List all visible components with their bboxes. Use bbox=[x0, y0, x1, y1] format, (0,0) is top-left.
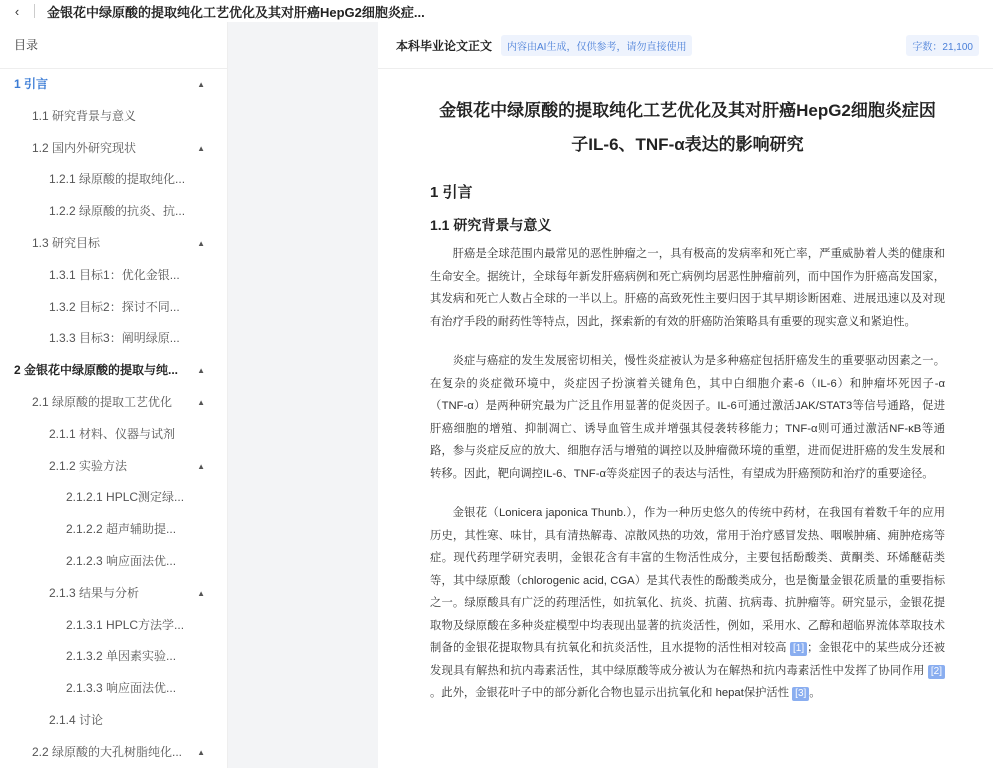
toc-item[interactable] bbox=[0, 482, 227, 514]
word-count-badge: 字数：21,100 bbox=[906, 35, 979, 56]
main-header bbox=[378, 22, 993, 69]
caret-up-icon[interactable]: ▲ bbox=[197, 588, 205, 598]
toc-item[interactable] bbox=[0, 323, 227, 355]
caret-up-icon[interactable]: ▲ bbox=[197, 397, 205, 407]
paragraph-text: 。 bbox=[809, 687, 821, 699]
top-bar bbox=[0, 0, 993, 23]
toc-item-label: 1.3 研究目标 bbox=[32, 235, 101, 250]
caret-up-icon[interactable]: ▲ bbox=[197, 80, 205, 89]
toc-item-label: 1.1 研究背景与意义 bbox=[32, 108, 137, 123]
toc-item[interactable] bbox=[0, 451, 227, 483]
toc-sidebar bbox=[0, 22, 228, 768]
paper-content bbox=[378, 94, 993, 705]
toc-item-label: 1.2 国内外研究现状 bbox=[32, 140, 137, 155]
toc-item[interactable] bbox=[0, 673, 227, 705]
chevron-left-icon[interactable]: ‹ bbox=[14, 3, 20, 19]
paragraph-text: 。此外，金银花叶子中的部分新化合物也显示出抗氧化和 hepat保护活性 bbox=[430, 687, 790, 699]
section-title: 本科毕业论文正文 bbox=[396, 38, 493, 53]
toc-item[interactable] bbox=[0, 387, 227, 419]
toc-item-label: 2 金银花中绿原酸的提取与纯... bbox=[14, 363, 179, 378]
paragraph-text: ；金银花中的某些成分还被发现具有解热和抗内毒素活性，其中绿原酸等成分被认为在解热和抗内毒素活性中发挥了协同作用 bbox=[430, 642, 945, 677]
toc-item[interactable] bbox=[0, 292, 227, 324]
toc-item-label: 2.1.2.2 超声辅助提... bbox=[66, 522, 177, 537]
toc-item[interactable] bbox=[0, 69, 227, 101]
document-title: 金银花中绿原酸的提取纯化工艺优化及其对肝癌HepG2细胞炎症... bbox=[47, 4, 425, 20]
toc-item-label: 1.2.1 绿原酸的提取纯化... bbox=[49, 172, 186, 187]
citation-link[interactable]: [2] bbox=[928, 665, 945, 679]
paper-title bbox=[430, 94, 945, 162]
toc-item-label: 2.1.4 讨论 bbox=[49, 712, 104, 727]
caret-up-icon[interactable]: ▲ bbox=[197, 747, 205, 757]
toc-item[interactable] bbox=[0, 196, 227, 228]
toc-item[interactable] bbox=[0, 260, 227, 292]
toc-item-label: 2.1.3.3 响应面法优... bbox=[66, 681, 177, 696]
toc-item-label: 1.3.3 目标3：阐明绿原... bbox=[49, 331, 180, 346]
toc-item[interactable] bbox=[0, 228, 227, 260]
heading-2: 1.1 研究背景与意义 bbox=[430, 217, 552, 233]
toc-item-label: 2.1.3 结果与分析 bbox=[49, 585, 140, 600]
citation-link[interactable]: [3] bbox=[792, 687, 809, 701]
toc-item[interactable] bbox=[0, 546, 227, 578]
caret-up-icon[interactable]: ▲ bbox=[197, 366, 205, 376]
toc-item[interactable] bbox=[0, 610, 227, 642]
toc-item-label: 2.2 绿原酸的大孔树脂纯化... bbox=[32, 744, 183, 759]
toc-item-label: 2.1.1 材料、仪器与试剂 bbox=[49, 426, 176, 441]
toc-item[interactable] bbox=[0, 101, 227, 133]
toc-item-label: 1 引言 bbox=[14, 77, 49, 91]
toc-item-label: 2.1.2 实验方法 bbox=[49, 458, 128, 473]
toc-title: 目录 bbox=[0, 22, 227, 69]
toc-item[interactable] bbox=[0, 164, 227, 196]
toc-item[interactable] bbox=[0, 355, 227, 387]
main-panel bbox=[378, 22, 993, 768]
toc-item[interactable] bbox=[0, 419, 227, 451]
toc-item-label: 2.1.3.1 HPLC方法学... bbox=[66, 617, 185, 632]
toc-item-label: 2.1 绿原酸的提取工艺优化 bbox=[32, 394, 173, 409]
toc-item[interactable] bbox=[0, 737, 227, 768]
toc-item-label: 2.1.3.2 单因素实验... bbox=[66, 649, 177, 664]
toc-item[interactable] bbox=[0, 514, 227, 546]
gutter bbox=[228, 22, 378, 768]
divider bbox=[34, 4, 35, 18]
toc-item[interactable] bbox=[0, 641, 227, 673]
paper-title-line2: 子IL-6、TNF-α表达的影响研究 bbox=[571, 135, 804, 154]
ai-notice-badge: 内容由AI生成，仅供参考，请勿直接使用 bbox=[501, 35, 692, 56]
paragraph: 炎症与癌症的发生发展密切相关，慢性炎症被认为是多种癌症包括肝癌发生的重要驱动因素之一。在复杂的炎症微环境中，炎症因子扮演着关键角色，其中白细胞介素-6（IL-6）和肿瘤坏死因子-α（TNF-α）是两种研究最为广泛且作用显著的促炎因子。IL-6可通过激活JAK/STAT3等信号通路，促进肝癌细胞的增殖、抑制凋亡、诱导血管生成并增强其侵袭转移能力；TNF-α则可通过激活NF-κB等通路，参与炎症反应的放大、细胞存活与增殖的调控以及肿瘤微环境的重塑，进而促进肝癌的发生发展和转移。因此，靶向调控IL-6、TNF-α等炎症因子的表达与活性，有望成为肝癌预防和治疗的重要途径。 bbox=[430, 355, 945, 480]
toc-item-label: 1.3.2 目标2：探讨不同... bbox=[49, 299, 180, 314]
paragraph: 肝癌是全球范围内最常见的恶性肿瘤之一，具有极高的发病率和死亡率，严重威胁着人类的健康和生命安全。据统计，全球每年新发肝癌病例和死亡病例均居恶性肿瘤前列，而中国作为肝癌高发国家，其发病和死亡人数占全球的一半以上。肝癌的高致死性主要归因于其早期诊断困难、进展迅速以及对现有治疗手段的耐药性等特点，因此，探索新的有效的肝癌防治策略具有重要的现实意义和紧迫性。 bbox=[430, 248, 945, 328]
toc-item[interactable] bbox=[0, 578, 227, 610]
toc-item-label: 2.1.2.1 HPLC测定绿... bbox=[66, 490, 185, 505]
toc-item-label: 2.1.2.3 响应面法优... bbox=[66, 553, 177, 568]
toc-item-label: 1.2.2 绿原酸的抗炎、抗... bbox=[49, 204, 186, 219]
caret-up-icon[interactable]: ▲ bbox=[197, 238, 205, 248]
toc-item[interactable] bbox=[0, 705, 227, 737]
caret-up-icon[interactable]: ▲ bbox=[197, 461, 205, 471]
paragraph bbox=[430, 502, 945, 705]
caret-up-icon[interactable]: ▲ bbox=[197, 143, 205, 153]
toc-item-label: 1.3.1 目标1：优化金银... bbox=[49, 267, 180, 282]
heading-1: 1 引言 bbox=[430, 184, 473, 201]
citation-link[interactable]: [1] bbox=[790, 642, 807, 656]
toc-item[interactable] bbox=[0, 133, 227, 165]
toc-list bbox=[0, 69, 227, 768]
paragraph-text: 金银花（Lonicera japonica Thunb.），作为一种历史悠久的传统中药材，在我国有着数千年的应用历史，其性寒、味甘，具有清热解毒、凉散风热的功效，常用于治疗感冒发热、咽喉肿痛、痈肿疮疡等症。现代药理学研究表明，金银花含有丰富的生物活性成分，主要包括酚酸类、黄酮类、环烯醚萜类等，其中绿原酸（chlorogenic acid, CGA）是其代表性的酚酸类成分，也是衡量金银花质量的重要指标之一。绿原酸具有广泛的药理活性，如抗氧化、抗炎、抗菌、抗病毒、抗肿瘤等。研究显示，金银花提取物及绿原酸在多种炎症模型中均表现出显著的抗炎活性，例如，采用水、乙醇和超临界流体萃取技术制备的金银花提取物具有抗氧化和抗炎活性，且水提物的活性相对较高 bbox=[430, 507, 945, 654]
paper-title-line1: 金银花中绿原酸的提取纯化工艺优化及其对肝癌HepG2细胞炎症因 bbox=[439, 101, 936, 120]
